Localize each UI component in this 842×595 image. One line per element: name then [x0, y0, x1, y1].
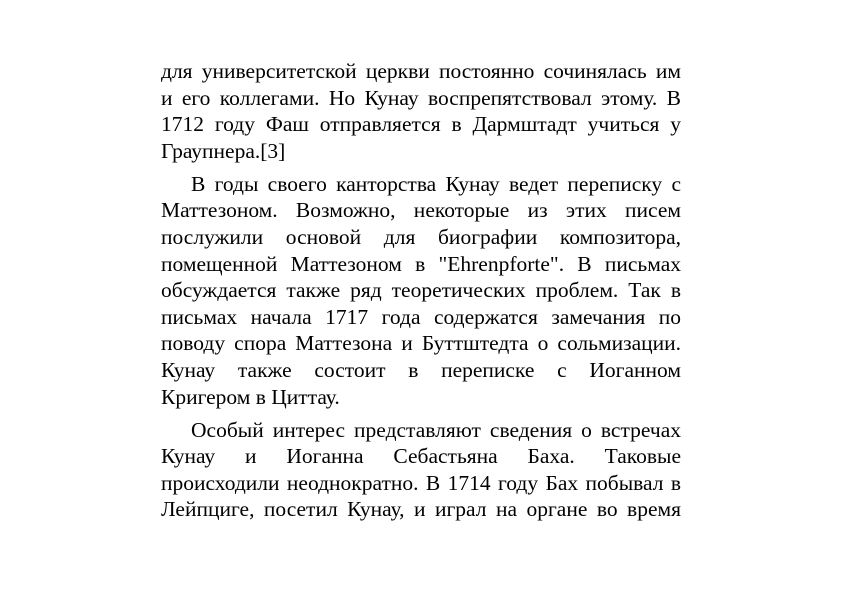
text-line: Особый интерес представляют сведения о встречах [191, 417, 681, 442]
paragraph-3 [161, 417, 681, 523]
paragraph-1 [161, 58, 681, 164]
text-line: В годы своего канторства Кунау ведет переписку с [191, 171, 681, 196]
text-line: помещенной Маттезоном в "Ehrenpforte". В письмах [161, 251, 681, 276]
text-line: для университетской церкви постоянно сочинялась им [161, 59, 681, 83]
text-line: письмах начала 1717 года содержатся замечания по [161, 304, 681, 329]
text-line: обсуждается также ряд теоретических проблем. Так в [161, 278, 681, 303]
text-line: происходили неоднократно. В 1714 году Бах побывал в [161, 470, 681, 495]
text-line: Кригером в Циттау. [161, 384, 340, 409]
text-line: Лейпциге, посетил Кунау, и играл на органе во время [161, 497, 681, 522]
text-line: поводу спора Маттезона и Буттштедта о сольмизации. [161, 331, 681, 356]
body-text [161, 58, 681, 523]
text-line: Граупнера.[3] [161, 138, 286, 163]
text-line: 1712 году Фаш отправляется в Дармштадт учиться у [161, 112, 681, 137]
text-line: Кунау и Иоганна Себастьяна Баха. Таковые [161, 444, 681, 469]
paragraph-2 [161, 171, 681, 410]
text-line: Маттезоном. Возможно, некоторые из этих писем [161, 198, 681, 223]
text-line: послужили основой для биографии композитора, [161, 224, 681, 249]
text-line: Кунау также состоит в переписке с Иоганном [161, 357, 681, 382]
text-line: и его коллегами. Но Кунау воспрепятствовал этому. В [161, 85, 681, 110]
